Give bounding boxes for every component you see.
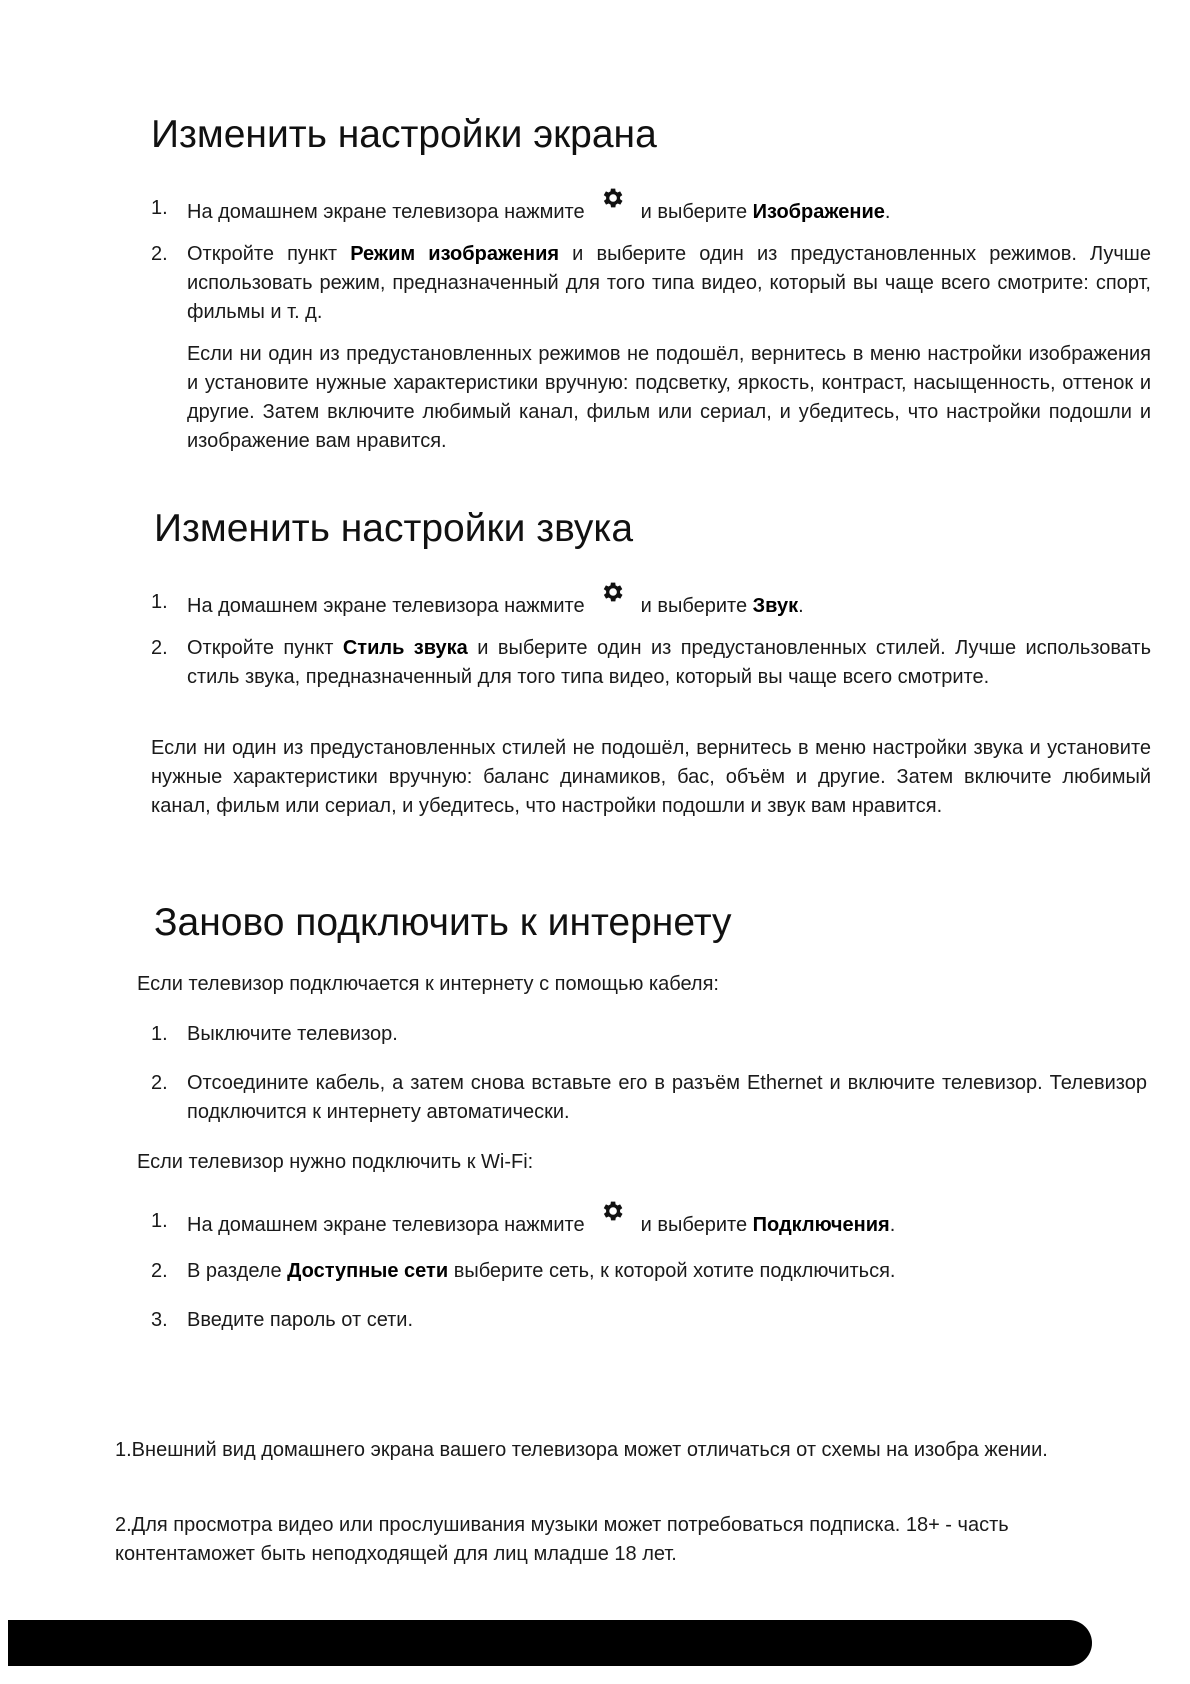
gear-icon xyxy=(597,1198,627,1224)
list-item-text xyxy=(187,194,1151,227)
footnote: 2.Для просмотра видео или прослушивания музыки может потребоваться подписка. 18+ - часть контентаможет быть неподходящей для лиц младше 18 лет. xyxy=(115,1514,1009,1565)
menu-item-name: Подключения xyxy=(752,1214,890,1236)
step-text: На домашнем экране телевизора нажмите xyxy=(187,201,585,223)
step-text: и выберите xyxy=(640,595,748,617)
list-item-text xyxy=(187,1257,1151,1286)
section-title-display-settings: Изменить настройки экрана xyxy=(151,113,657,156)
menu-item-name: Стиль звука xyxy=(342,637,468,659)
menu-item-name: Звук xyxy=(752,595,799,617)
list-item xyxy=(151,194,1151,227)
list-item xyxy=(151,1207,1151,1240)
step-text: . xyxy=(889,1214,896,1236)
step-text: . xyxy=(798,595,804,617)
list-item xyxy=(151,1306,1151,1335)
list-item-text xyxy=(187,634,1151,692)
step-text: Откройте пункт xyxy=(187,243,338,265)
list-item-text: Отсоедините кабель, а затем снова вставьте его в разъём Ethernet и включите телевизор. Телевизор подключится к интернету автоматически. xyxy=(187,1072,1147,1123)
step-text: На домашнем экране телевизора нажмите xyxy=(187,595,585,617)
list-number: 2. xyxy=(151,243,168,265)
list-number: 1. xyxy=(151,591,168,613)
list-item xyxy=(151,1020,1151,1049)
list-number: 2. xyxy=(151,637,168,659)
list-item-text: Введите пароль от сети. xyxy=(187,1309,414,1331)
step-text: выберите сеть, к которой хотите подключиться. xyxy=(453,1260,896,1282)
gear-icon xyxy=(597,185,627,211)
footer-bar xyxy=(8,1620,1092,1666)
section-title-sound-settings: Изменить настройки звука xyxy=(154,507,634,550)
list-item-text: Выключите телевизор. xyxy=(187,1023,398,1045)
list-item-text xyxy=(187,1207,1151,1240)
list-item-text xyxy=(187,240,1151,327)
list-item xyxy=(151,1257,1151,1286)
menu-item-name: Изображение xyxy=(752,201,885,223)
footnote: 1.Внешний вид домашнего экрана вашего телевизора может отличаться от схемы на изобра жении. xyxy=(115,1439,1048,1461)
cable-intro: Если телевизор подключается к интернету с помощью кабеля: xyxy=(137,973,719,995)
gear-icon xyxy=(597,579,627,605)
list-item xyxy=(151,588,1151,621)
menu-item-name: Доступные сети xyxy=(287,1260,449,1282)
list-number: 1. xyxy=(151,1023,168,1045)
list-number: 3. xyxy=(151,1309,168,1331)
list-number: 2. xyxy=(151,1072,168,1094)
list-number: 2. xyxy=(151,1260,168,1282)
section-note: Если ни один из предустановленных режимов не подошёл, вернитесь в меню настройки изображения и установите нужные характеристики вручную: подсветку, яркость, контраст, насыщенность, оттенок и другие. Затем включите любимый канал, фильм или сериал, и убедитесь, что настройки подошли и изображение вам нравится. xyxy=(187,343,1151,452)
list-item xyxy=(151,634,1151,692)
step-text: и выберите xyxy=(640,1214,748,1236)
list-item xyxy=(151,1069,1151,1127)
menu-item-name: Режим изображения xyxy=(350,243,560,265)
wifi-intro: Если телевизор нужно подключить к Wi-Fi: xyxy=(137,1151,534,1173)
step-text: и выберите один из предустановленных режимов. Лучше использовать режим, предназначенный для того типа видео, который вы чаще всего смотрите: спорт, фильмы и т. д. xyxy=(187,243,1151,323)
step-text: На домашнем экране телевизора нажмите xyxy=(187,1214,585,1236)
step-text: . xyxy=(884,201,891,223)
step-text: Откройте пункт xyxy=(187,637,334,659)
step-text: и выберите один из предустановленных стилей. Лучше использовать стиль звука, предназначенный для того типа видео, который вы чаще всего смотрите. xyxy=(187,637,1152,688)
section-note: Если ни один из предустановленных стилей не подошёл, вернитесь в меню настройки звука и установите нужные характеристики вручную: баланс динамиков, бас, объём и другие. Затем включите любимый канал, фильм или сериал, и убедитесь, что настройки подошли и звук вам нравится. xyxy=(151,737,1151,817)
list-item-text xyxy=(187,588,1151,621)
step-text: В разделе xyxy=(187,1260,282,1282)
list-item xyxy=(151,240,1151,327)
list-number: 1. xyxy=(151,197,168,219)
list-number: 1. xyxy=(151,1210,168,1232)
section-title-reconnect-internet: Заново подключить к интернету xyxy=(154,901,732,944)
step-text: и выберите xyxy=(640,201,748,223)
